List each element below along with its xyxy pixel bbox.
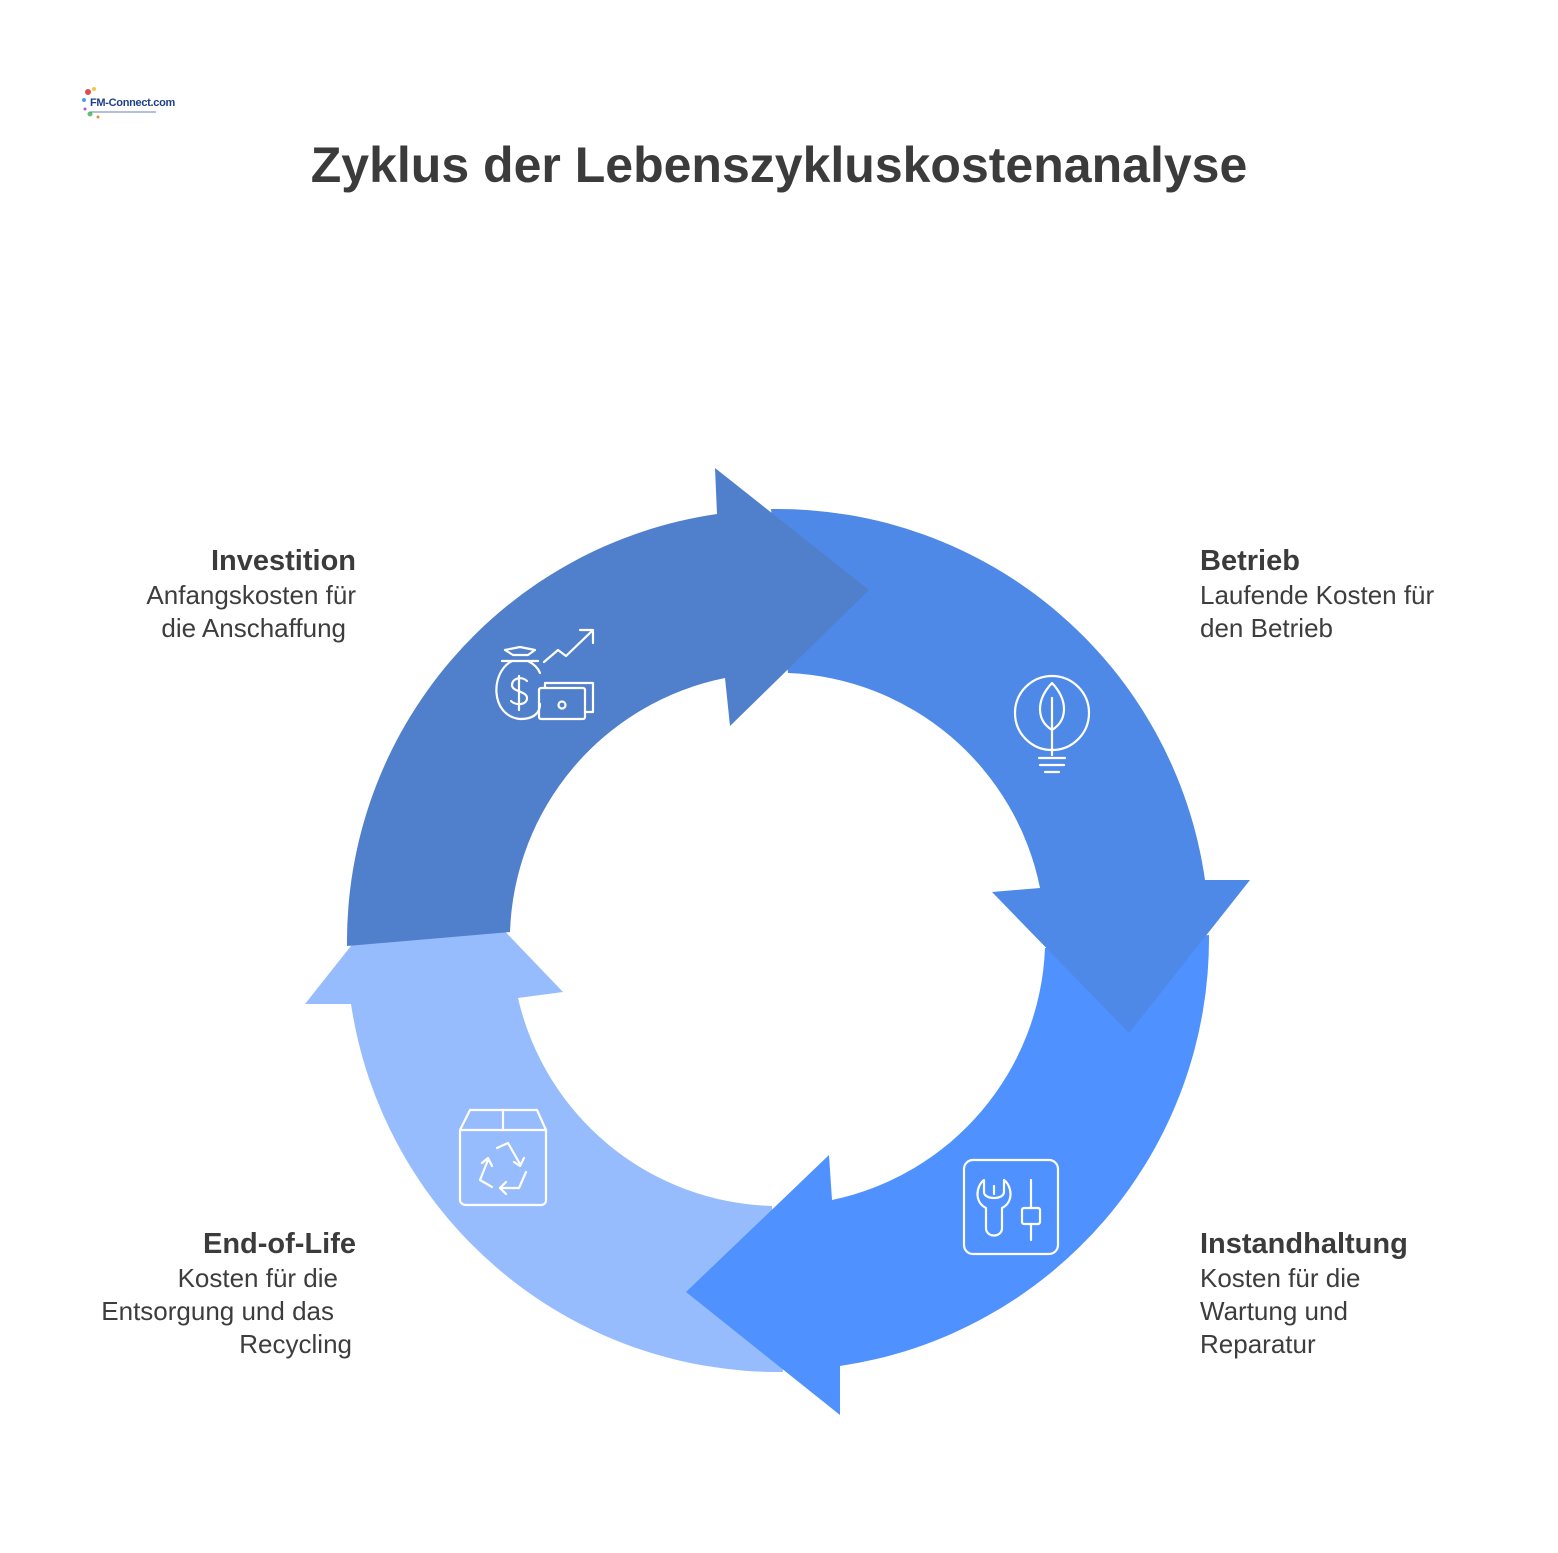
page-title: Zyklus der Lebenszykluskostenanalyse [310,137,1248,193]
stage-title: End-of-Life [202,1228,356,1260]
stage-desc-line: Kosten für die [177,1263,338,1293]
stage-desc-line: den Betrieb [1200,613,1333,643]
stage-desc-line: Reparatur [1200,1329,1316,1359]
stage-investition [26,543,356,645]
stage-title: Instandhaltung [1200,1228,1408,1260]
stage-desc-line: Wartung und [1200,1296,1348,1326]
logo-name: FM-Connect.com [90,97,176,109]
stage-desc-line: die Anschaffung [161,613,346,643]
segment-investition [347,468,869,946]
stage-desc-line: Laufende Kosten für [1200,580,1435,610]
stage-end-of-life [26,1226,356,1361]
stage-betrieb [1200,543,1530,645]
stage-title: Investition [210,545,356,577]
stage-desc-line: Recycling [239,1329,352,1359]
stage-instandhaltung [1200,1226,1530,1361]
stage-title: Betrieb [1200,545,1300,577]
stage-desc-line: Entsorgung und das [101,1296,334,1326]
stage-desc-line: Kosten für die [1200,1263,1361,1293]
stage-desc-line: Anfangskosten für [146,580,356,610]
